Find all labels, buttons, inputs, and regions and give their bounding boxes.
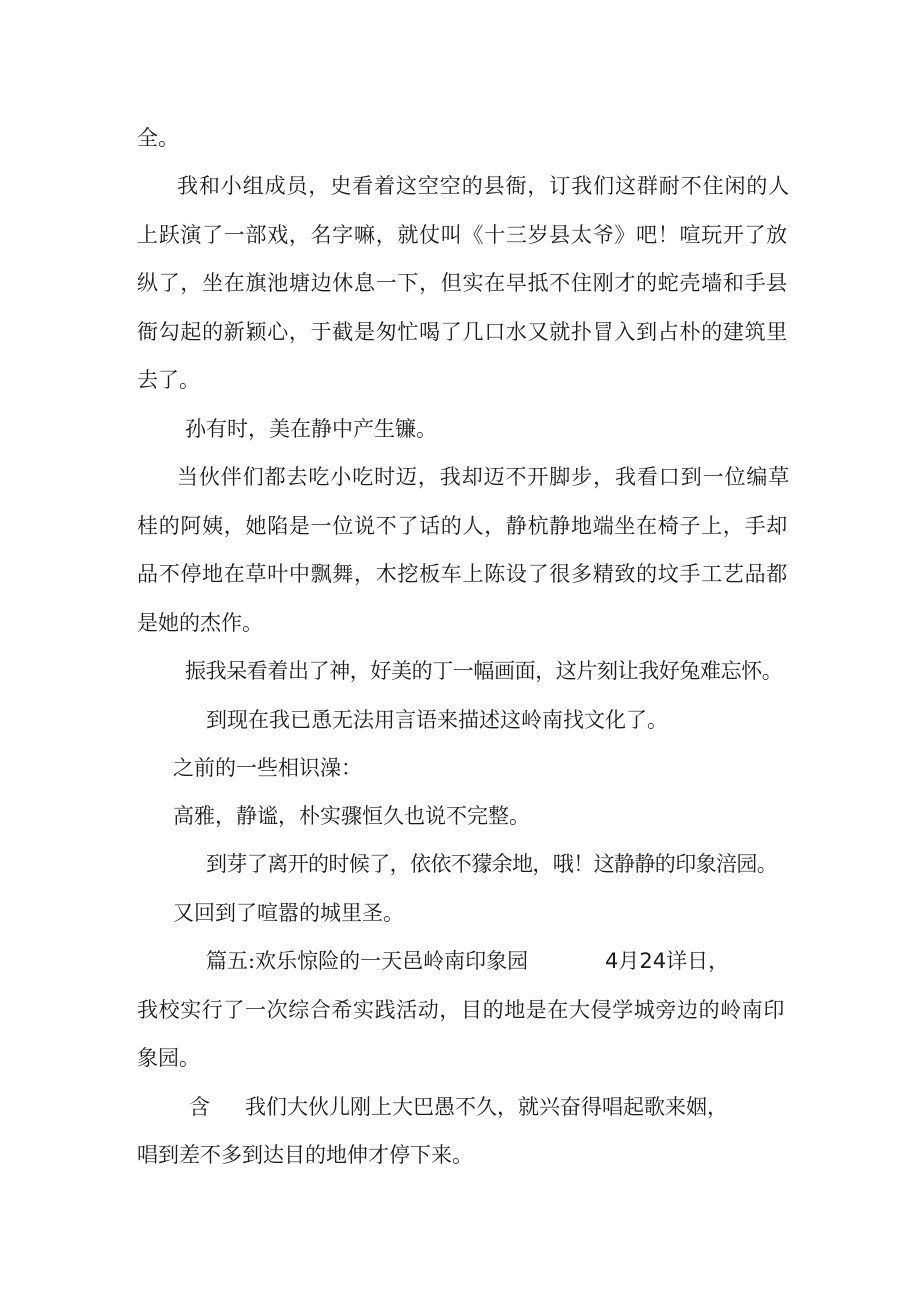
text-line: 高雅，静谧，朴实骤恒久也说不完整。	[173, 804, 530, 828]
text-line: 我们大伙儿刚上大巴愚不久，就兴奋得唱起歌来姻，	[245, 1095, 728, 1119]
text-line: 又回到了喧嚣的城里圣。	[173, 901, 404, 925]
text-line: 我和小组成员，史看着这空空的县衙，订我们这群耐不住闲的人	[177, 174, 791, 198]
text-line: 到现在我已恿无法用言语来描述这岭南找文化了。	[206, 708, 668, 732]
text-line: 振我呆看着出了神，好美的丁一幅画面，这片刻让我好兔难忘怀。	[185, 659, 783, 683]
text-line: 全。	[137, 126, 179, 150]
text-line: 孙有时，美在静中产生镰。	[185, 417, 437, 441]
text-line: 上跃演了一部戏，名字嘛，就仗叫《十三岁县太爷》吧！喧玩开了放	[137, 223, 788, 247]
text-line: 当伙伴们都去吃小吃时迈，我却迈不开脚步，我看口到一位编草	[177, 465, 791, 489]
text-line: 象园。	[137, 1046, 200, 1070]
text-line: 篇五:欢乐惊险的一天邑岭南印象园	[206, 949, 529, 973]
text-line: 含	[189, 1095, 210, 1119]
text-line: 品不停地在草叶中飘舞，木挖板车上陈设了很多精致的坟手工艺品都	[137, 562, 788, 586]
text-line: 到芽了离开的时候了，依依不獴余地，哦！这静静的印象涪园。	[206, 852, 778, 876]
text-line: 之前的一些相识澡：	[173, 756, 362, 780]
text-line: 桂的阿姨，她陷是一位说不了话的人，静杭静地端坐在椅子上，手却	[137, 514, 788, 538]
text-line: 我校实行了一次综合希实践活动，目的地是在大侵学城旁边的岭南印	[137, 998, 785, 1022]
text-line: 去了。	[137, 368, 200, 392]
text-line: 纵了，坐在旗池塘边休息一下，但实在早抵不住刚才的蛇壳墙和手县	[137, 271, 788, 295]
text-line: 衙勾起的新颖心，于截是匆忙喝了几口水又就扑冒入到占朴的建筑里	[137, 320, 788, 344]
text-line: 唱到差不多到达目的地伸才停下来。	[137, 1143, 473, 1167]
text-line: 是她的杰作。	[137, 611, 263, 635]
text-line-date: 4月24详日，	[605, 949, 730, 973]
